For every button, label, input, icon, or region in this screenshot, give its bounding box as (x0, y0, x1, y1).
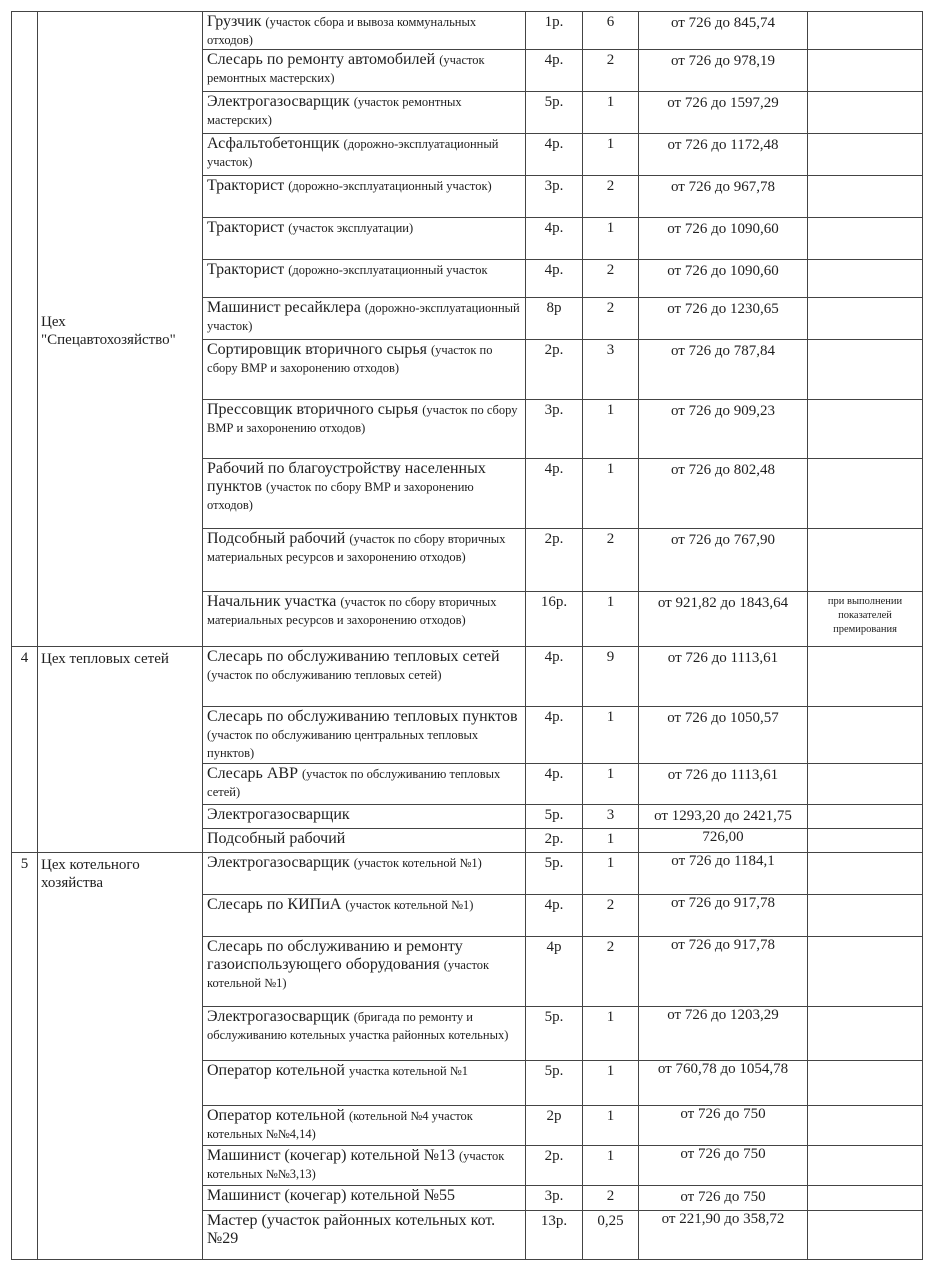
job-section-note: (участок по сбору ВМР и захоронению отходов) (207, 343, 493, 375)
job-title-cell (203, 1146, 526, 1186)
salary-range: 726,00 (639, 829, 808, 853)
job-title: Слесарь по ремонту автомобилей (207, 51, 436, 68)
job-section-note: (бригада по ремонту и обслуживанию котельных участка районных котельных) (207, 1010, 509, 1042)
remark (808, 298, 923, 340)
job-title: Прессовщик вторичного сырья (207, 401, 419, 418)
salary-range: от 726 до 787,84 (639, 340, 808, 400)
job-title: Оператор котельной (207, 1062, 345, 1079)
grade: 1р. (526, 12, 583, 50)
job-section-note: (участок сбора и вывоза коммунальных отходов) (207, 15, 477, 47)
job-title-cell (203, 764, 526, 805)
headcount: 0,25 (583, 1211, 639, 1260)
job-title: Электрогазосварщик (207, 806, 350, 823)
remark (808, 50, 923, 92)
grade: 3р. (526, 400, 583, 459)
grade: 2р. (526, 1146, 583, 1186)
salary-range: от 726 до 1203,29 (639, 1007, 808, 1061)
remark (808, 853, 923, 895)
grade: 4р. (526, 50, 583, 92)
grade: 4р. (526, 764, 583, 805)
headcount: 6 (583, 12, 639, 50)
headcount: 3 (583, 340, 639, 400)
remark (808, 1211, 923, 1260)
salary-range: от 221,90 до 358,72 (639, 1211, 808, 1260)
headcount: 9 (583, 647, 639, 707)
remark (808, 218, 923, 260)
job-title-cell (203, 12, 526, 50)
remark (808, 12, 923, 50)
grade: 4р. (526, 895, 583, 937)
job-title: Сортировщик вторичного сырья (207, 341, 428, 358)
remark (808, 1146, 923, 1186)
headcount: 1 (583, 707, 639, 764)
headcount: 1 (583, 1007, 639, 1061)
headcount: 1 (583, 400, 639, 459)
job-title-cell (203, 647, 526, 707)
salary-range: от 726 до 1050,57 (639, 707, 808, 764)
job-title: Слесарь по обслуживанию и ремонту газоиспользующего оборудования (207, 938, 463, 973)
staff-table-body (12, 12, 923, 1260)
job-title-cell (203, 895, 526, 937)
job-title: Рабочий по благоустройству населенных пунктов (207, 460, 486, 495)
table-row (12, 647, 923, 707)
job-title-cell (203, 1106, 526, 1146)
grade: 4р. (526, 459, 583, 529)
remark: при выполнении показателей премирования (808, 592, 923, 647)
job-title-cell (203, 459, 526, 529)
job-section-note: (участок по сбору ВМР и захоронению отходов) (207, 403, 518, 435)
grade: 2р. (526, 529, 583, 592)
job-title: Оператор котельной (207, 1107, 345, 1124)
job-title: Машинист ресайклера (207, 299, 361, 316)
job-section-note: (участок котельной №1) (207, 958, 490, 990)
salary-range: от 726 до 1090,60 (639, 260, 808, 298)
group-number: 4 (12, 647, 38, 853)
group-number: 5 (12, 853, 38, 1260)
headcount: 1 (583, 853, 639, 895)
job-title-cell (203, 340, 526, 400)
salary-range: от 726 до 1230,65 (639, 298, 808, 340)
job-title-cell (203, 92, 526, 134)
job-section-note: (участок по обслуживанию тепловых сетей) (207, 668, 442, 682)
job-section-note: (котельной №4 участок котельных №№4,14) (207, 1109, 473, 1141)
job-title: Подсобный рабочий (207, 830, 346, 847)
remark (808, 1007, 923, 1061)
grade: 3р. (526, 176, 583, 218)
job-title-cell (203, 805, 526, 829)
salary-range: от 726 до 1597,29 (639, 92, 808, 134)
salary-range: от 726 до 967,78 (639, 176, 808, 218)
salary-range: от 1293,20 до 2421,75 (639, 805, 808, 829)
department-name: Цех "Спецавтохозяйство" (38, 12, 203, 647)
salary-range: от 726 до 1113,61 (639, 647, 808, 707)
job-title-cell (203, 707, 526, 764)
grade: 5р. (526, 1061, 583, 1106)
job-title-cell (203, 1211, 526, 1260)
job-title: Грузчик (207, 13, 262, 30)
grade: 2р. (526, 829, 583, 853)
grade: 5р. (526, 92, 583, 134)
salary-range: от 760,78 до 1054,78 (639, 1061, 808, 1106)
job-title: Слесарь по КИПиА (207, 896, 342, 913)
headcount: 1 (583, 592, 639, 647)
grade: 4р. (526, 134, 583, 176)
job-title-cell (203, 176, 526, 218)
job-section-note: (дорожно-эксплуатационный участок) (207, 137, 499, 169)
job-title: Электрогазосварщик (207, 1008, 350, 1025)
remark (808, 707, 923, 764)
grade: 5р. (526, 1007, 583, 1061)
headcount: 2 (583, 298, 639, 340)
job-title-cell (203, 1186, 526, 1211)
headcount: 2 (583, 937, 639, 1007)
remark (808, 829, 923, 853)
job-title-cell (203, 134, 526, 176)
job-title-cell (203, 829, 526, 853)
staff-table (11, 11, 923, 1260)
department-name: Цех котельного хозяйства (38, 853, 203, 1260)
salary-range: от 726 до 978,19 (639, 50, 808, 92)
job-title: Электрогазосварщик (207, 93, 350, 110)
grade: 3р. (526, 1186, 583, 1211)
job-title: Слесарь АВР (207, 765, 298, 782)
salary-range: от 726 до 909,23 (639, 400, 808, 459)
remark (808, 260, 923, 298)
job-section-note: (дорожно-эксплуатационный участок (288, 263, 488, 277)
headcount: 2 (583, 50, 639, 92)
job-section-note: (участок по сбору вторичных материальных ресурсов и захоронению отходов) (207, 595, 497, 627)
salary-range: от 726 до 750 (639, 1186, 808, 1211)
grade: 2р. (526, 340, 583, 400)
job-title: Машинист (кочегар) котельной №55 (207, 1187, 455, 1204)
remark (808, 400, 923, 459)
department-name: Цех тепловых сетей (38, 647, 203, 853)
job-title-cell (203, 400, 526, 459)
group-number (12, 12, 38, 647)
job-section-note: (участок по сбору вторичных материальных ресурсов и захоронению отходов) (207, 532, 506, 564)
job-title: Подсобный рабочий (207, 530, 346, 547)
headcount: 2 (583, 260, 639, 298)
salary-range: от 921,82 до 1843,64 (639, 592, 808, 647)
salary-range: от 726 до 1172,48 (639, 134, 808, 176)
job-title: Слесарь по обслуживанию тепловых сетей (207, 648, 500, 665)
job-section-note: (участок котельных №№3,13) (207, 1149, 505, 1181)
remark (808, 92, 923, 134)
remark (808, 764, 923, 805)
remark (808, 340, 923, 400)
job-section-note: участка котельной №1 (348, 1064, 468, 1078)
job-title: Слесарь по обслуживанию тепловых пунктов (207, 708, 518, 725)
job-title-cell (203, 260, 526, 298)
job-title: Начальник участка (207, 593, 337, 610)
job-title: Тракторист (207, 177, 285, 194)
remark (808, 176, 923, 218)
headcount: 2 (583, 1186, 639, 1211)
salary-range: от 726 до 802,48 (639, 459, 808, 529)
job-section-note: (участок эксплуатации) (288, 221, 414, 235)
grade: 4р (526, 937, 583, 1007)
grade: 2р (526, 1106, 583, 1146)
job-title-cell (203, 529, 526, 592)
remark (808, 529, 923, 592)
remark (808, 937, 923, 1007)
job-section-note: (дорожно-эксплуатационный участок) (207, 301, 520, 333)
grade: 16р. (526, 592, 583, 647)
headcount: 1 (583, 459, 639, 529)
salary-range: от 726 до 917,78 (639, 937, 808, 1007)
salary-range: от 726 до 1090,60 (639, 218, 808, 260)
job-section-note: (участок котельной №1) (345, 898, 474, 912)
headcount: 1 (583, 134, 639, 176)
job-title-cell (203, 50, 526, 92)
job-title-cell (203, 1061, 526, 1106)
salary-range: от 726 до 767,90 (639, 529, 808, 592)
job-title: Асфальтобетонщик (207, 135, 340, 152)
remark (808, 134, 923, 176)
job-title-cell (203, 218, 526, 260)
grade: 5р. (526, 853, 583, 895)
headcount: 1 (583, 1061, 639, 1106)
job-title: Тракторист (207, 219, 285, 236)
grade: 8р (526, 298, 583, 340)
job-title: Машинист (кочегар) котельной №13 (207, 1147, 455, 1164)
job-title-cell (203, 298, 526, 340)
salary-range: от 726 до 845,74 (639, 12, 808, 50)
grade: 4р. (526, 260, 583, 298)
job-section-note: (дорожно-эксплуатационный участок) (288, 179, 492, 193)
grade: 4р. (526, 707, 583, 764)
headcount: 3 (583, 805, 639, 829)
job-section-note: (участок ремонтных мастерских) (207, 95, 462, 127)
headcount: 1 (583, 764, 639, 805)
headcount: 1 (583, 218, 639, 260)
job-section-note: (участок ремонтных мастерских) (207, 53, 485, 85)
remark (808, 895, 923, 937)
job-section-note: (участок по сбору ВМР и захоронению отходов) (207, 480, 474, 512)
grade: 4р. (526, 218, 583, 260)
job-title-cell (203, 1007, 526, 1061)
headcount: 1 (583, 1146, 639, 1186)
remark (808, 1186, 923, 1211)
headcount: 2 (583, 895, 639, 937)
headcount: 1 (583, 829, 639, 853)
job-title-cell (203, 592, 526, 647)
salary-range: от 726 до 1113,61 (639, 764, 808, 805)
salary-range: от 726 до 917,78 (639, 895, 808, 937)
salary-range: от 726 до 750 (639, 1146, 808, 1186)
remark (808, 459, 923, 529)
headcount: 1 (583, 92, 639, 134)
job-title: Тракторист (207, 261, 285, 278)
salary-range: от 726 до 750 (639, 1106, 808, 1146)
job-section-note: (участок по обслуживанию центральных тепловых пунктов) (207, 728, 479, 760)
job-title-cell (203, 853, 526, 895)
remark (808, 1106, 923, 1146)
job-title-cell (203, 937, 526, 1007)
remark (808, 647, 923, 707)
job-title: Мастер (участок районных котельных кот. №29 (207, 1212, 496, 1247)
headcount: 2 (583, 176, 639, 218)
headcount: 1 (583, 1106, 639, 1146)
table-row (12, 12, 923, 50)
remark (808, 1061, 923, 1106)
remark (808, 805, 923, 829)
job-section-note: (участок по обслуживанию тепловых сетей) (207, 767, 501, 799)
job-title: Электрогазосварщик (207, 854, 350, 871)
headcount: 2 (583, 529, 639, 592)
job-section-note: (участок котельной №1) (353, 856, 482, 870)
grade: 4р. (526, 647, 583, 707)
salary-range: от 726 до 1184,1 (639, 853, 808, 895)
table-row (12, 853, 923, 895)
grade: 5р. (526, 805, 583, 829)
grade: 13р. (526, 1211, 583, 1260)
